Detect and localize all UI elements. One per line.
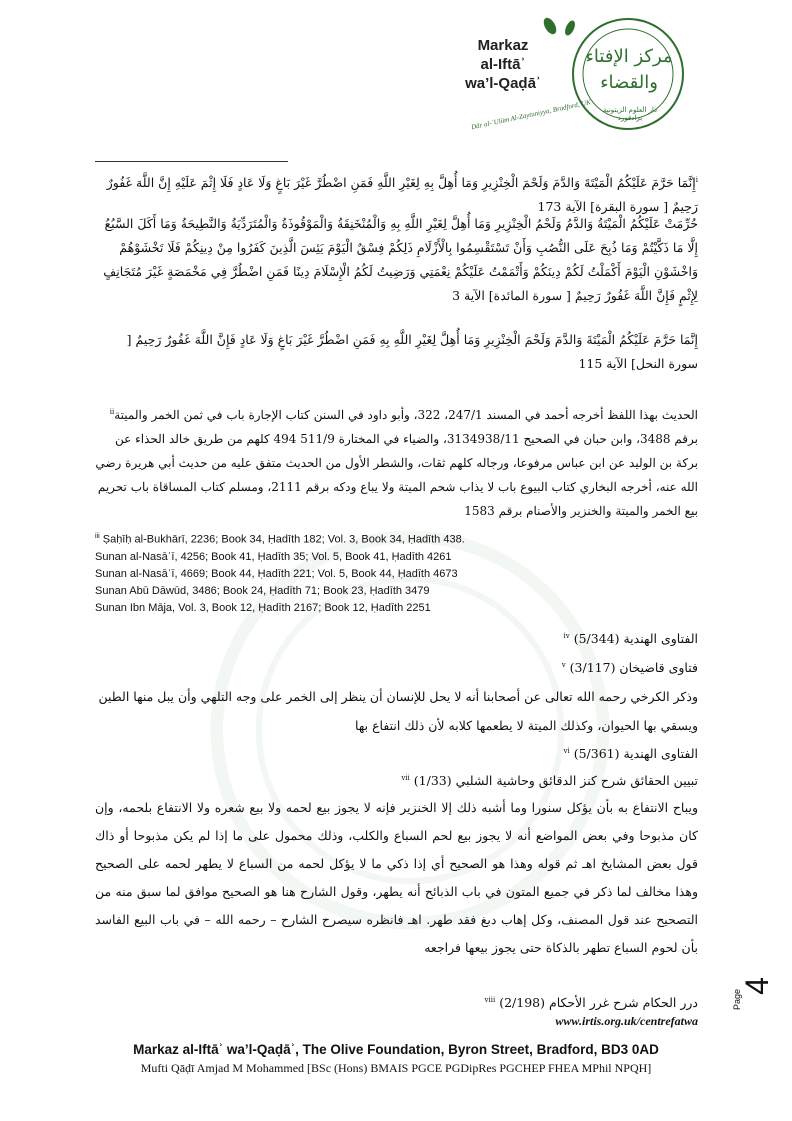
- footnote-7-text: ويباح الانتفاع به بأن يؤكل سنورا وما أشبه ذلك إلا الخنزير فإنه لا يجوز بيع لحمه ولا بيع شعره ولا الانتفاع بلحمه، وإن كان مذبوحا وفي بعض المواضع أنه لا يجوز بيع لحم السباع والكلب، وذلك محمول على ما إذا لم يكن مذبوحا أو ذاك قول بعض المشايخ اهـ ثم قوله وهذا هو الصحيح أي إذا ذكي ما لا يؤكل لحمه من السباع لا يطهر لحمه على الصحيح وهذا مخالف لما ذكر في جميع المتون في باب الذبائح أنه يطهر، وقول الشارح هنا هو الصحيح موافق لما سبق منه من التصحيح عند قول المصنف، وكل إهاب دبغ فقد طهر. اهـ فانظره سيصرح الشارح – رحمه الله – في باب البيع الفاسد بأن لحوم السباع تطهر بالذكاة حتى يجوز بيعها فراجعه: [95, 800, 698, 955]
- footnote-1-verse-nahl: إِنَّمَا حَرَّمَ عَلَيْكُمُ الْمَيْتَةَ وَالدَّمَ وَلَحْمَ الْخِنْزِيرِ وَمَا أُهِلَّ لِغَيْرِ اللَّهِ بِهِ فَمَنِ اضْطُرَّ غَيْرَ بَاغٍ وَلَا عَادٍ فَإِنَّ اللَّهَ غَفُورٌ رَحِيمٌ [ سورة النحل] الآية 115: [126, 332, 698, 371]
- logo-ring-text: Dār al-ʿUlūm Al-Zaytuniyya, Bradford, UK: [470, 98, 592, 132]
- footnote-separator: [95, 161, 288, 162]
- footnote-marker: viii: [484, 996, 496, 1004]
- footnote-5: [95, 655, 698, 678]
- footnote-marker: v: [561, 661, 566, 669]
- footnote-6: [95, 741, 698, 764]
- footnote-1-line2: رَحِيمٌ [ سورة البقرة] الآية 173: [537, 199, 698, 215]
- website-link[interactable]: www.irtis.org.uk/centrefatwa: [555, 1014, 698, 1028]
- reference-line: Sunan Ibn Māja, Vol. 3, Book 12, Ḥadīth 2167; Book 12, Ḥadīth 2251: [95, 601, 431, 614]
- footnote-marker: i: [695, 176, 698, 184]
- footnote-5-title: فتاوى قاضيخان (3/117): [569, 660, 698, 676]
- logo-line: Markaz: [477, 37, 529, 54]
- footnote-7: [95, 768, 698, 791]
- logo-arabic-title: مركز الإفتاء والقضاء: [585, 46, 673, 93]
- page-number-value: 4: [739, 977, 775, 995]
- page-number-label: Page: [732, 988, 742, 1010]
- reference-line: Sunan al-Nasāʾī, 4256; Book 41, Ḥadīth 35; Vol. 5, Book 41, Ḥadīth 4261: [95, 550, 452, 563]
- footnote-4-text: الفتاوى الهندية (5/344): [573, 631, 698, 647]
- quran-verse: إِنَّمَا حَرَّمَ عَلَيْكُمُ الْمَيْتَةَ وَالدَّمَ وَلَحْمَ الْخِنْزِيرِ وَمَا أُهِلَّ بِهِ لِغَيْرِ اللَّهِ فَمَنِ اضْطُرَّ غَيْرَ بَاغٍ وَلَا عَادٍ فَلَا إِثْمَ عَلَيْهِ إِنَّ اللَّهَ غَفُورٌ: [106, 175, 696, 191]
- footnote-7-title: تبيين الحقائق شرح كنز الدقائق وحاشية الشلبي (1/33): [413, 773, 698, 789]
- footnote-2-text: الحديث بهذا اللفظ أخرجه أحمد في المسند 247/1، 322، وأبو داود في السنن كتاب الإجارة باب في ثمن الخمر والميتة برقم 3488، وابن حبان في الصحيح 3134938/11، والضياء في المختارة 511/9 494 كلهم من طريق خالد الحذاء عن بركة بن الوليد عن ابن عباس مرفوعا، ورجاله كلهم ثقات، والشطر الأول من الحديث متفق عليه من حديث أبي هريرة رضي الله عنه، أخرجه البخاري كتاب البيوع باب لا يذاب شحم الميتة ولا يباع ودكه برقم 2111، ومسلم كتاب المساقاة باب تحريم بيع الخمر والميتة والخنزير والأصنام برقم 1583: [95, 408, 698, 518]
- reference-line: $^{iii}$ Ṣaḥīḥ al-Bukhārī, 2236; Book 34, Ḥadīth 182; Vol. 3, Book 34, Ḥadīth 438.: [95, 533, 465, 546]
- reference-line: Sunan al-Nasāʾī, 4669; Book 44, Ḥadīth 221; Vol. 5, Book 44, Ḥadīth 4673: [95, 567, 458, 580]
- footnote-marker: iv: [563, 632, 570, 640]
- footnote-8: [95, 990, 698, 1013]
- logo-line: wa’l-Qaḍāʾ: [465, 75, 541, 92]
- footnote-1-line1: [95, 168, 698, 195]
- footnote-5-text: وذكر الكرخي رحمه الله تعالى عن أصحابنا أنه لا يحل للإنسان أن ينظر إلى الخمر على وجه التلهي وأن يبل منها الطين ويسقي بها الحيوان، وكذلك الميتة لا يطعمها كلابه لأن ذلك انتفاع بها: [98, 689, 698, 733]
- footnote-marker: iii: [95, 533, 100, 540]
- footnote-1-verse-maida: حُرِّمَتْ عَلَيْكُمُ الْمَيْتَةُ وَالدَّمُ وَلَحْمُ الْخِنْزِيرِ وَمَا أُهِلَّ لِغَيْرِ اللَّهِ بِهِ وَالْمُنْخَنِقَةُ وَالْمَوْقُوذَةُ وَالْمُتَرَدِّيَةُ وَالنَّطِيحَةُ وَمَا أَكَلَ السَّبُعُ إِلَّا مَا ذَكَّيْتُمْ وَمَا ذُبِحَ عَلَى النُّصُبِ وَأَنْ تَسْتَقْسِمُوا بِالْأَزْلَامِ ذَلِكُمْ فِسْقٌ الْيَوْمَ يَئِسَ الَّذِينَ كَفَرُوا مِنْ دِينِكُمْ فَلَا تَخْشَوْهُمْ وَاخْشَوْنِ الْيَوْمَ أَكْمَلْتُ لَكُمْ دِينَكُمْ وَأَتْمَمْتُ عَلَيْكُمْ نِعْمَتِي وَرَضِيتُ لَكُمُ الْإِسْلَامَ دِينًا فَمَنِ اضْطُرَّ فِي مَخْمَصَةٍ غَيْرَ مُتَجَانِفٍ لِإِثْمٍ فَإِنَّ اللَّهَ غَفُورٌ رَحِيمٌ [ سورة المائدة] الآية 3: [103, 216, 698, 303]
- footer-credentials: Mufti Qāḍī Amjad M Mohammed [BSc (Hons) BMAIS PGCE PGDipRes PGCHEP FHEA MPhil NPQH]: [140, 1061, 652, 1075]
- page-number: [726, 966, 776, 1036]
- logo-line: al-Iftāʾ: [480, 56, 526, 73]
- reference-line: Sunan Abū Dāwūd, 3486; Book 24, Ḥadīth 71; Book 23, Ḥadīth 3479: [95, 584, 430, 597]
- footnote-marker: ii: [109, 408, 115, 416]
- header-logo: [440, 14, 690, 144]
- footnote-2: [95, 400, 698, 523]
- footnote-marker: vi: [563, 747, 570, 755]
- footnote-4: [95, 626, 698, 649]
- logo-title: [458, 36, 548, 93]
- logo-arabic-ring: دار العلوم الزيتونية برادفورد: [602, 106, 658, 122]
- footnote-6-text: الفتاوى الهندية (5/361): [573, 746, 698, 762]
- footnote-marker: vii: [401, 774, 410, 782]
- footnote-8-text: درر الحكام شرح غرر الأحكام (2/198): [499, 995, 698, 1011]
- footer-address: Markaz al-Iftāʾ wa’l-Qaḍāʾ, The Olive Foundation, Byron Street, Bradford, BD3 0AD: [133, 1042, 659, 1057]
- footnote-3: [95, 528, 715, 617]
